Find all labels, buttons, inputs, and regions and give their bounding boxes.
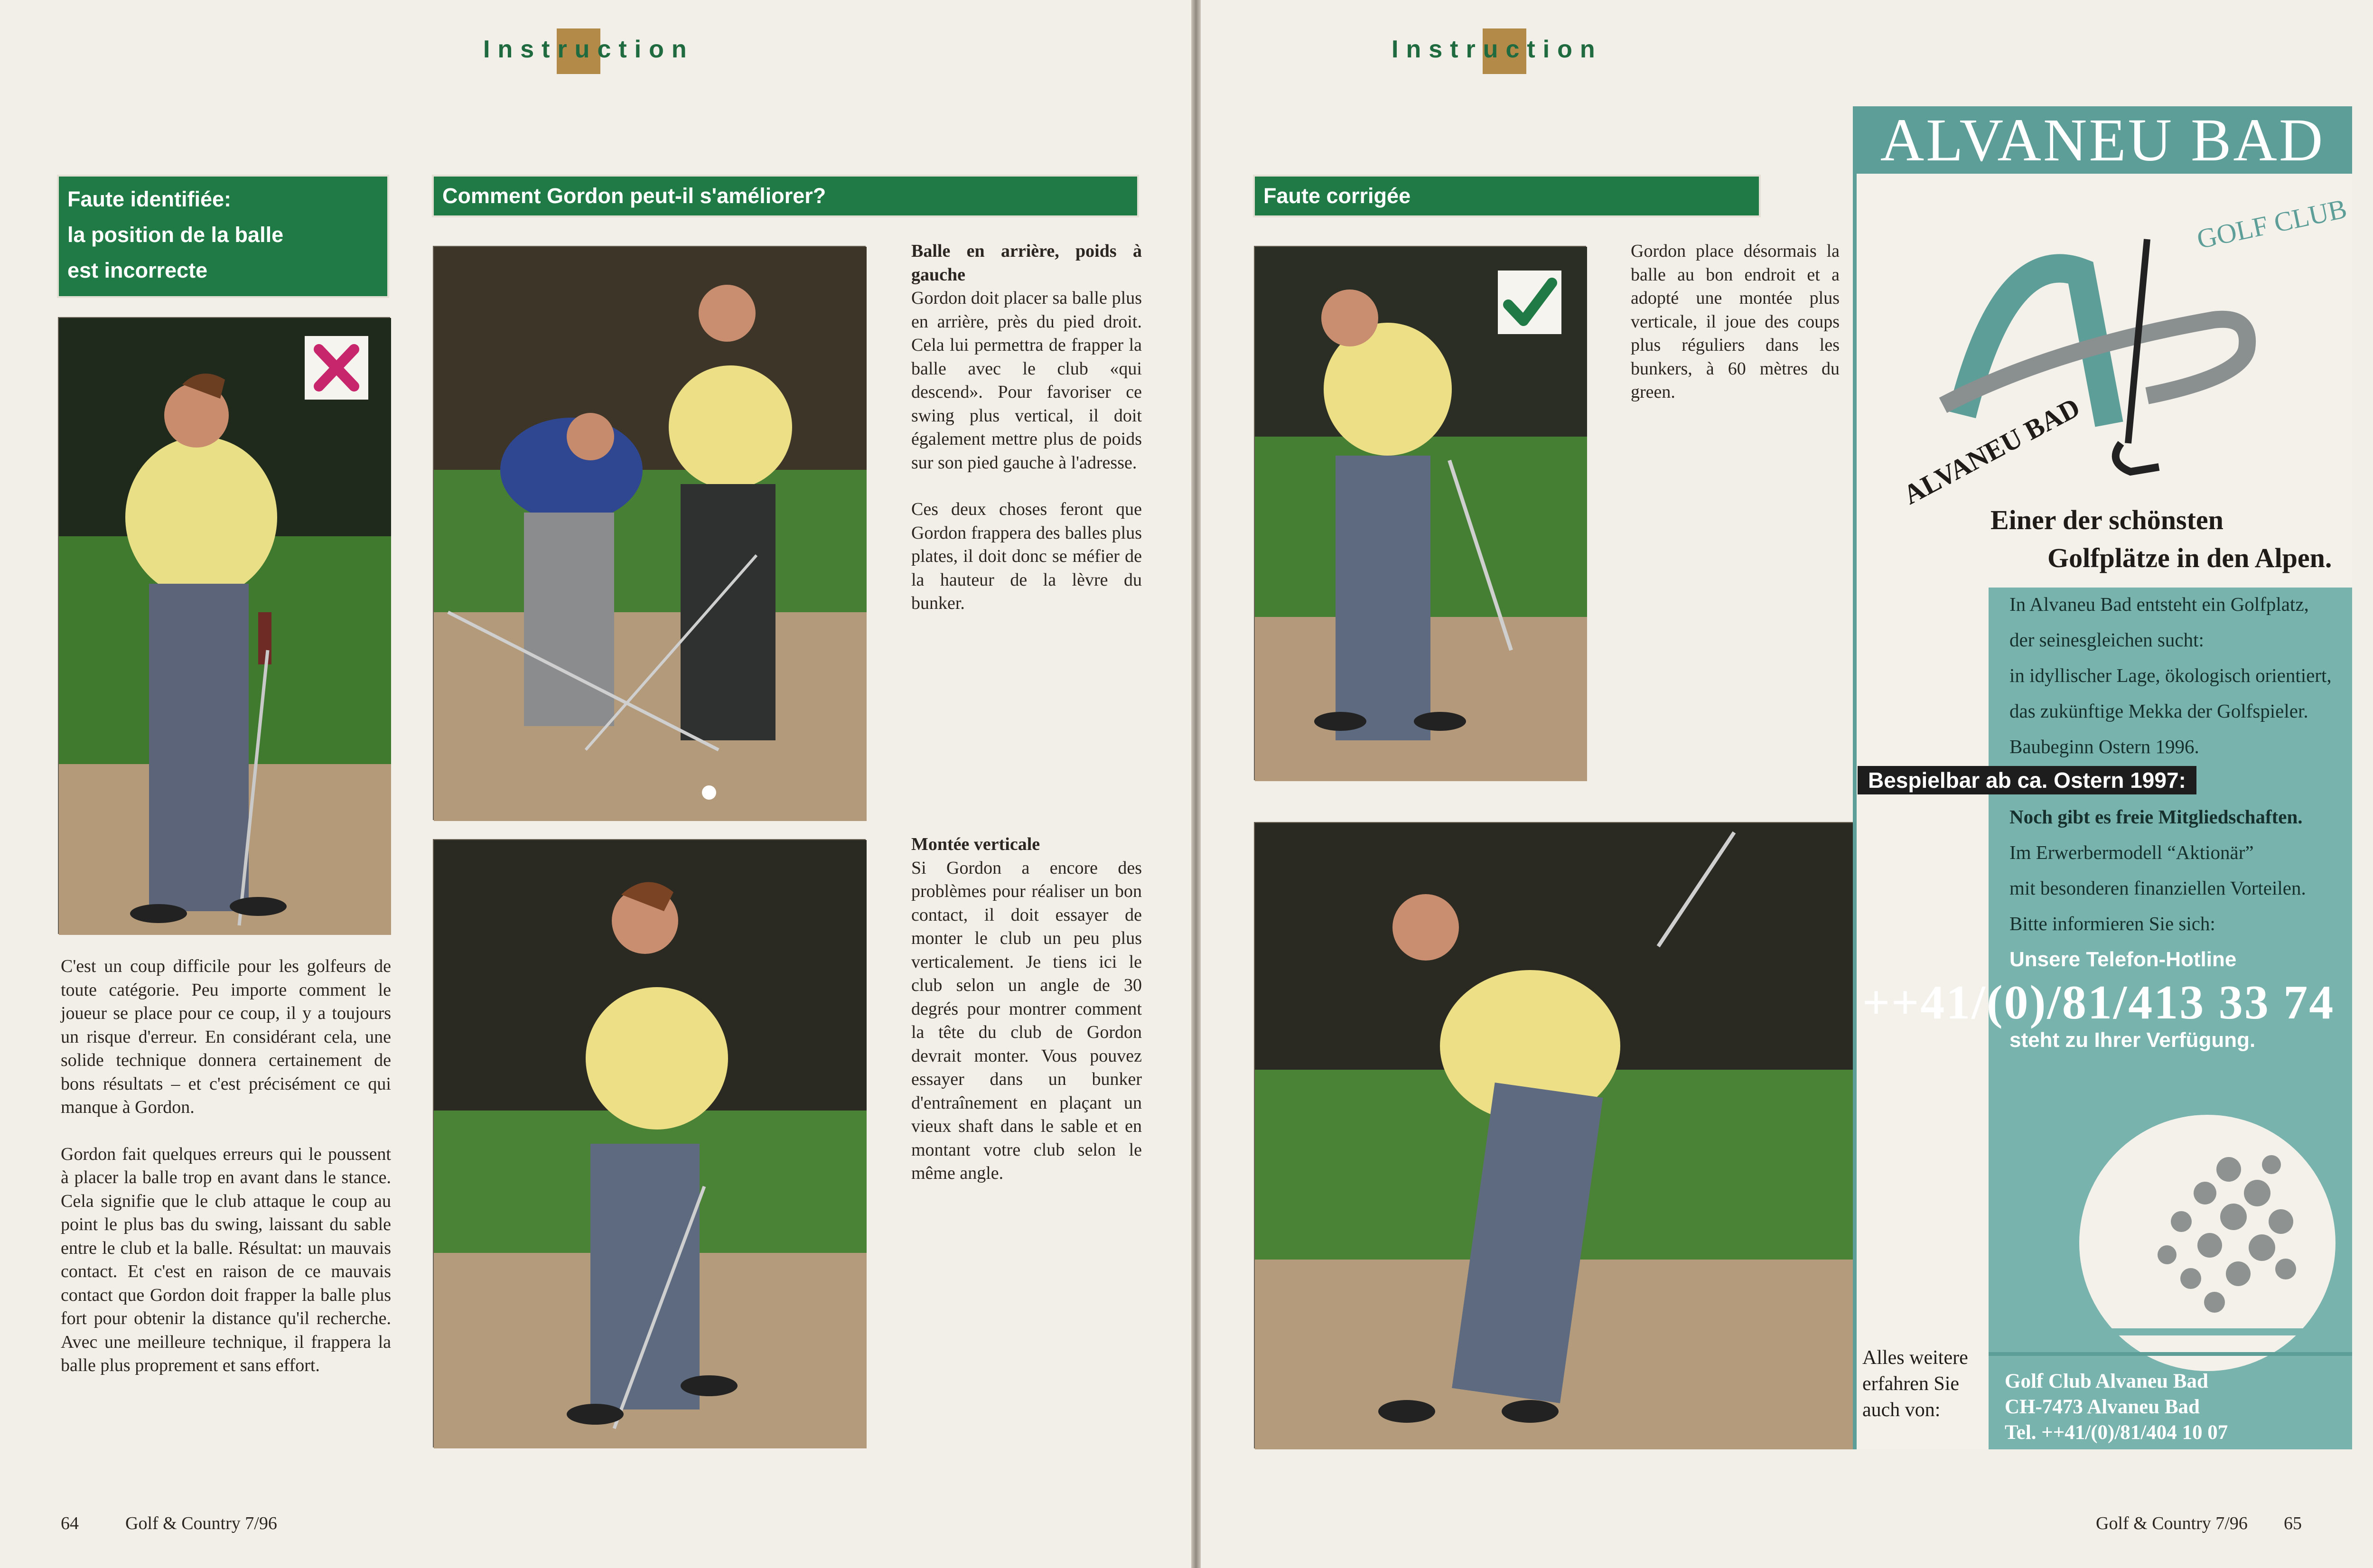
ad-more-info: Alles weitere erfahren Sie auch von: <box>1862 1347 1968 1421</box>
ad-headline-2: Golfplätze in den Alpen. <box>2047 542 2332 573</box>
subsection-heading: Montée verticale <box>911 834 1040 854</box>
subsection-paragraph-2: Ces deux choses feront que Gordon frappera des balles plus plates, il doit donc se méfier de la hauteur de la lèvre du bunker. <box>911 499 1142 613</box>
ad-hotline-label: Unsere Telefon-Hotline <box>2009 948 2237 971</box>
ad-address-line: CH-7473 Alvaneu Bad <box>2005 1396 2200 1418</box>
ad-membership <box>2009 799 2306 977</box>
photo-demonstration-top <box>433 246 866 820</box>
logo-alvaneu-text: ALVANEU BAD <box>1898 392 2085 511</box>
ad-title: ALVANEU BAD <box>1853 106 2352 174</box>
box-title-line3: est incorrecte <box>67 258 208 282</box>
box-fault-identified <box>57 175 389 298</box>
section-header: Instruction <box>483 36 694 63</box>
right-page <box>1201 0 2373 1568</box>
main-text-paragraph-2: Gordon fait quelques erreurs qui le poussent à placer la balle trop en avant dans le stance. Cela signifie que le club attaque le coup au point le plus bas du swing, laissant du sable entre le club et la balle. Résultat: un mauvais contact. Et c'est en raison de ce mauvais contact que Gordon doit frapper la balle plus fort pour obtenir la distance qu'il recherche. Avec une meilleure technique, il frappera la balle plus proprement et sans effort. <box>61 1144 391 1375</box>
ad-hotline-availability: steht zu Ihrer Verfügung. <box>2009 1028 2256 1052</box>
ad-address-line: Golf Club Alvaneu Bad <box>2005 1370 2208 1392</box>
page-number-left: 64 <box>61 1513 79 1533</box>
photo-demonstration-bottom <box>433 839 866 1447</box>
magazine-issue-left: Golf & Country 7/96 <box>125 1513 277 1533</box>
photo-demonstration-top-image <box>434 247 867 821</box>
ad-line: der seinesgleichen sucht: <box>2009 629 2204 651</box>
ad-address-line: Tel. ++41/(0)/81/404 10 07 <box>2005 1421 2228 1444</box>
box-how-to-improve: Comment Gordon peut-il s'améliorer? <box>432 175 1139 217</box>
logo-golf-club-text: GOLF CLUB <box>2194 193 2350 255</box>
subsection-paragraph: Si Gordon a encore des problèmes pour réaliser un bon contact, il doit essayer de monter le club un peu plus verticalement. Je tiens ici le club selon un angle de 30 degrés pour montrer comment la tête du club de Gordon devrait monter. Vous pouvez essayer dans un bunker d'entraînement en plaçant un vieux shaft dans le sable et en montant votre club selon le même angle. <box>911 858 1142 1183</box>
magazine-issue-right: Golf & Country 7/96 <box>2096 1513 2248 1533</box>
photo-follow-through <box>1254 822 1862 1448</box>
photo-correct-stance <box>1254 246 1586 780</box>
photo-demonstration-bottom-image <box>434 840 867 1448</box>
ad-address <box>2005 1369 2228 1446</box>
ad-phone-number: ++41/(0)/81/413 33 74 <box>1862 976 2335 1029</box>
golf-club-logo <box>1881 177 2350 529</box>
photo-wrong-stance <box>58 317 390 934</box>
ad-left-rule <box>1853 174 1857 1449</box>
wrong-mark-icon <box>305 336 368 400</box>
corrected-text-column <box>1631 240 1840 428</box>
ad-line: Baubeginn Ostern 1996. <box>2009 736 2199 757</box>
ad-membership-line: Bitte informieren Sie sich: <box>2009 913 2215 934</box>
subsection-vertical-backswing <box>911 833 1142 1209</box>
main-text-column <box>61 955 391 1401</box>
ad-line: in idyllischer Lage, ökologisch orientiert, <box>2009 664 2332 686</box>
box-title-line1: Faute identifiée: <box>67 187 232 211</box>
subsection-paragraph-1: Gordon doit placer sa balle plus en arrière, près du pied droit. Cela lui permettra de frapper la balle avec le club «qui descend». Pour favoriser ce swing plus vertical, il doit également mettre plus de poids sur son pied gauche à l'adresse. <box>911 288 1142 473</box>
ad-footer-rule <box>1989 1352 2352 1356</box>
page-gutter <box>1191 0 1201 1568</box>
ad-membership-line: Noch gibt es freie Mitgliedschaften. <box>2009 806 2303 828</box>
box-title-line2: la position de la balle <box>67 223 284 247</box>
alvaneu-bad-ad <box>1853 106 2352 1449</box>
subsection-heading: Balle en arrière, poids à gauche <box>911 241 1142 285</box>
ad-playable-badge: Bespielbar ab ca. Ostern 1997: <box>1858 766 2196 794</box>
section-header: Instruction <box>1392 36 1603 63</box>
ad-line: das zukünftige Mekka der Golfspieler. <box>2009 700 2308 722</box>
box-fault-corrected: Faute corrigée <box>1253 175 1761 217</box>
main-text-paragraph-1: C'est un coup difficile pour les golfeurs de toute catégorie. Peu importe comment le joueur se place pour ce coup, il y a toujours un risque d'erreur. En considérant cela, une solide technique donnera certainement de bons résultats – et c'est précisément ce qui manque à Gordon. <box>61 956 391 1117</box>
photo-wrong-stance-image <box>59 318 391 935</box>
ad-line: In Alvaneu Bad entsteht ein Golfplatz, <box>2009 593 2309 615</box>
ad-membership-line: mit besonderen finanziellen Vorteilen. <box>2009 877 2306 899</box>
corrected-text: Gordon place désormais la balle au bon endroit et a adopté une montée plus verticale, il joue des coups plus réguliers dans les bunkers, à 60 mètres du green. <box>1631 241 1840 402</box>
correct-check-icon <box>1498 271 1561 334</box>
ad-description <box>2009 587 2332 765</box>
photo-follow-through-image <box>1255 823 1863 1449</box>
ad-headline-1: Einer der schönsten <box>1990 504 2224 535</box>
ad-membership-line: Im Erwerbermodell “Aktionär” <box>2009 841 2254 863</box>
page-number-right: 65 <box>2284 1513 2302 1533</box>
golf-ball-icon <box>2072 1112 2338 1335</box>
subsection-ball-back <box>911 240 1142 639</box>
